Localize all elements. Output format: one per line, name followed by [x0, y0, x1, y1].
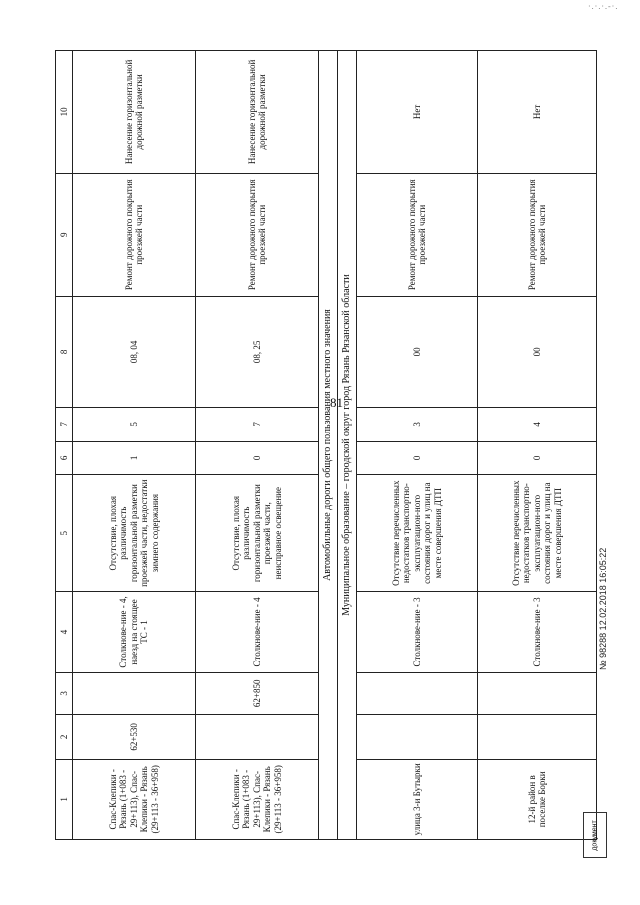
cell-extra-measures: Нанесение горизонтальной дорожной разметки	[196, 51, 319, 174]
stamp-label: документ	[591, 819, 599, 851]
document-footer: № 98288 12.02.2018 16:05:22	[598, 547, 608, 670]
cell-accident-type: Столкнове-ние - 3	[478, 592, 597, 672]
cell-km-start	[196, 715, 319, 760]
cell-km-start: 62+530	[73, 715, 196, 760]
cell-deficiencies: Отсутствие, плохая различимость горизонтальной разметки проезжей части, недостатки зимнего содержания	[73, 475, 196, 592]
cell-injured: 7	[196, 408, 319, 441]
cell-km-end	[73, 672, 196, 714]
cell-injured: 5	[73, 408, 196, 441]
col-header-5: 5	[56, 475, 73, 592]
cell-km-end	[357, 672, 478, 714]
cell-km-end: 62+850	[196, 672, 319, 714]
cell-extra-measures: Нет	[357, 51, 478, 174]
cell-killed: 0	[196, 441, 319, 474]
cell-deficiencies: Отсутствие перечисленных недостатков транспортно-эксплуатацион-ного состояния дорог и улиц на месте совершения ДТП	[478, 475, 597, 592]
col-header-8: 8	[56, 296, 73, 408]
accident-table	[55, 50, 597, 840]
cell-killed: 0	[357, 441, 478, 474]
table-row	[357, 51, 478, 840]
col-header-2: 2	[56, 715, 73, 760]
cell-accident-type: Столкнове-ние - 4	[196, 592, 319, 672]
cell-code: 08, 25	[196, 296, 319, 408]
cell-code: 08, 04	[73, 296, 196, 408]
cell-measures: Ремонт дорожного покрытия проезжей части	[73, 173, 196, 296]
section-title: Автомобильные дороги общего пользования местного значения	[319, 51, 338, 840]
table-row	[478, 51, 597, 840]
col-header-4: 4	[56, 592, 73, 672]
cell-accident-type: Столкнове-ние - 3	[357, 592, 478, 672]
table-row	[73, 51, 196, 840]
cell-extra-measures: Нанесение горизонтальной дорожной разметки	[73, 51, 196, 174]
cell-road: Спас-Клепики - Рязань (1+083 - 29+113), Спас-Клепики - Рязань (29+113 - 36+958)	[196, 759, 319, 839]
col-header-3: 3	[56, 672, 73, 714]
col-header-9: 9	[56, 173, 73, 296]
cell-km-start	[357, 715, 478, 760]
cell-injured: 4	[478, 408, 597, 441]
scan-artifact: ·.·.·.-·.	[588, 2, 619, 11]
cell-injured: 3	[357, 408, 478, 441]
col-header-6: 6	[56, 441, 73, 474]
cell-measures: Ремонт дорожного покрытия проезжей части	[478, 173, 597, 296]
cell-code: 00	[357, 296, 478, 408]
document-stamp	[583, 812, 607, 858]
cell-killed: 0	[478, 441, 597, 474]
subsection-row	[338, 51, 357, 840]
cell-deficiencies: Отсутствие перечисленных недостатков транспортно-эксплуатацион-ного состояния дорог и улиц на месте совершения ДТП	[357, 475, 478, 592]
table-header-row	[56, 51, 73, 840]
col-header-10: 10	[56, 51, 73, 174]
col-header-7: 7	[56, 408, 73, 441]
section-row	[319, 51, 338, 840]
cell-km-end	[478, 672, 597, 714]
cell-killed: 1	[73, 441, 196, 474]
cell-km-start	[478, 715, 597, 760]
col-header-1: 1	[56, 759, 73, 839]
subsection-title: Муниципальное образование – городской округ город Рязань Рязанской области	[338, 51, 357, 840]
cell-measures: Ремонт дорожного покрытия проезжей части	[196, 173, 319, 296]
table-row	[196, 51, 319, 840]
page-number: 81	[330, 395, 343, 410]
cell-extra-measures: Нет	[478, 51, 597, 174]
cell-road: Спас-Клепики - Рязань (1+083 - 29+113), Спас-Клепики - Рязань (29+113 - 36+958)	[73, 759, 196, 839]
cell-road: 12-й район в поселке Борки	[478, 759, 597, 839]
cell-road: улица 3-и Бутырки	[357, 759, 478, 839]
cell-deficiencies: Отсутствие, плохая различимость горизонтальной разметки проезжей части, неисправное освещение	[196, 475, 319, 592]
cell-measures: Ремонт дорожного покрытия проезжей части	[357, 173, 478, 296]
cell-accident-type: Столкнове-ние - 4, наезд на стоящее ТС - 1	[73, 592, 196, 672]
cell-code: 00	[478, 296, 597, 408]
